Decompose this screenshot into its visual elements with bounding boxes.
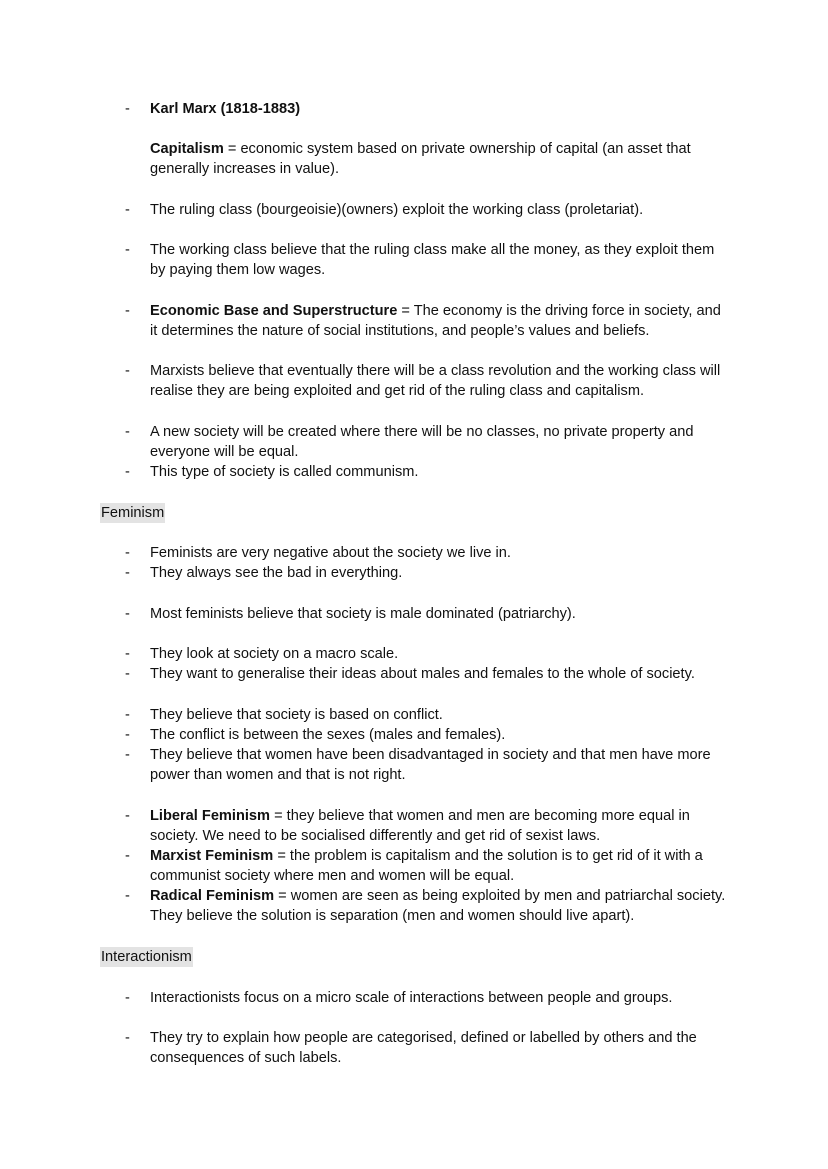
- list-item: [125, 361, 730, 401]
- item-text: The working class believe that the ruling class make all the money, as they exploit them by paying them low wages.: [150, 242, 715, 279]
- list-item: [125, 846, 730, 886]
- bullet-dash: -: [125, 424, 130, 440]
- list-item: [125, 988, 730, 1008]
- item-bold-term: Radical Feminism: [150, 888, 275, 904]
- item-text: They want to generalise their ideas about males and females to the whole of society.: [150, 666, 695, 682]
- bullet-dash: -: [125, 565, 130, 581]
- item-text: They look at society on a macro scale.: [150, 646, 399, 662]
- item-text: They believe that society is based on conflict.: [150, 707, 443, 723]
- item-text: = the problem is capitalism and the solution is to get rid of it with a communist society where men and women will be equal.: [150, 848, 703, 885]
- bullet-dash: -: [125, 202, 130, 218]
- list-item: [125, 806, 730, 846]
- bullet-dash: -: [125, 101, 130, 117]
- item-text: = women are seen as being exploited by men and patriarchal society. They believe the solution is separation (men and women should live apart).: [150, 888, 726, 925]
- item-text: A new society will be created where there will be no classes, no private property and everyone will be equal.: [150, 424, 694, 461]
- list-item: [125, 240, 730, 280]
- list-item: [125, 725, 730, 745]
- item-bold-term: Marxist Feminism: [150, 848, 274, 864]
- section-heading-feminism: Feminism: [100, 503, 165, 523]
- list-item: [125, 1028, 730, 1068]
- item-text: = The economy is the driving force in society, and it determines the nature of social institutions, and people’s values and beliefs.: [150, 303, 721, 340]
- bullet-dash: -: [125, 1030, 130, 1046]
- list-item: [125, 886, 730, 926]
- bullet-dash: -: [125, 808, 130, 824]
- item-text: The ruling class (bourgeoisie)(owners) exploit the working class (proletariat).: [150, 202, 644, 218]
- item-bold-term: Economic Base and Superstructure: [150, 303, 398, 319]
- bullet-dash: -: [125, 707, 130, 723]
- bullet-dash: -: [125, 303, 130, 319]
- capitalism-definition: [150, 139, 730, 179]
- bullet-dash: -: [125, 464, 130, 480]
- bullet-dash: -: [125, 242, 130, 258]
- bullet-dash: -: [125, 727, 130, 743]
- bullet-dash: -: [125, 666, 130, 682]
- list-item: [125, 422, 730, 462]
- marx-title-item: [125, 99, 730, 119]
- bullet-dash: -: [125, 646, 130, 662]
- bullet-dash: -: [125, 545, 130, 561]
- list-item: [125, 664, 730, 684]
- list-item: [125, 745, 730, 785]
- bullet-dash: -: [125, 363, 130, 379]
- bullet-dash: -: [125, 990, 130, 1006]
- bullet-dash: -: [125, 747, 130, 763]
- capitalism-text: = economic system based on private ownership of capital (an asset that generally increases in value).: [150, 141, 691, 178]
- item-text: This type of society is called communism.: [150, 464, 419, 480]
- list-item: [125, 705, 730, 725]
- item-text: Most feminists believe that society is male dominated (patriarchy).: [150, 606, 576, 622]
- item-text: Feminists are very negative about the society we live in.: [150, 545, 511, 561]
- list-item: [125, 644, 730, 664]
- list-item: [125, 604, 730, 624]
- list-item: [125, 462, 730, 482]
- list-item: [125, 563, 730, 583]
- item-text: They always see the bad in everything.: [150, 565, 403, 581]
- marx-title: Karl Marx (1818-1883): [150, 101, 301, 117]
- item-text: They believe that women have been disadvantaged in society and that men have more power than women and that is not right.: [150, 747, 711, 784]
- list-item: [125, 200, 730, 220]
- bullet-dash: -: [125, 848, 130, 864]
- item-text: They try to explain how people are categorised, defined or labelled by others and the consequences of such labels.: [150, 1030, 697, 1067]
- item-text: Marxists believe that eventually there will be a class revolution and the working class will realise they are being exploited and get rid of the ruling class and capitalism.: [150, 363, 721, 400]
- bullet-dash: -: [125, 606, 130, 622]
- list-item: [125, 301, 730, 341]
- list-item: [125, 543, 730, 563]
- item-bold-term: Liberal Feminism: [150, 808, 271, 824]
- item-text: The conflict is between the sexes (males and females).: [150, 727, 506, 743]
- item-text: Interactionists focus on a micro scale of interactions between people and groups.: [150, 990, 673, 1006]
- bullet-dash: -: [125, 888, 130, 904]
- section-heading-interactionism: Interactionism: [100, 947, 193, 967]
- capitalism-term: Capitalism: [150, 141, 224, 157]
- item-text: = they believe that women and men are becoming more equal in society. We need to be socialised differently and get rid of sexist laws.: [150, 808, 690, 845]
